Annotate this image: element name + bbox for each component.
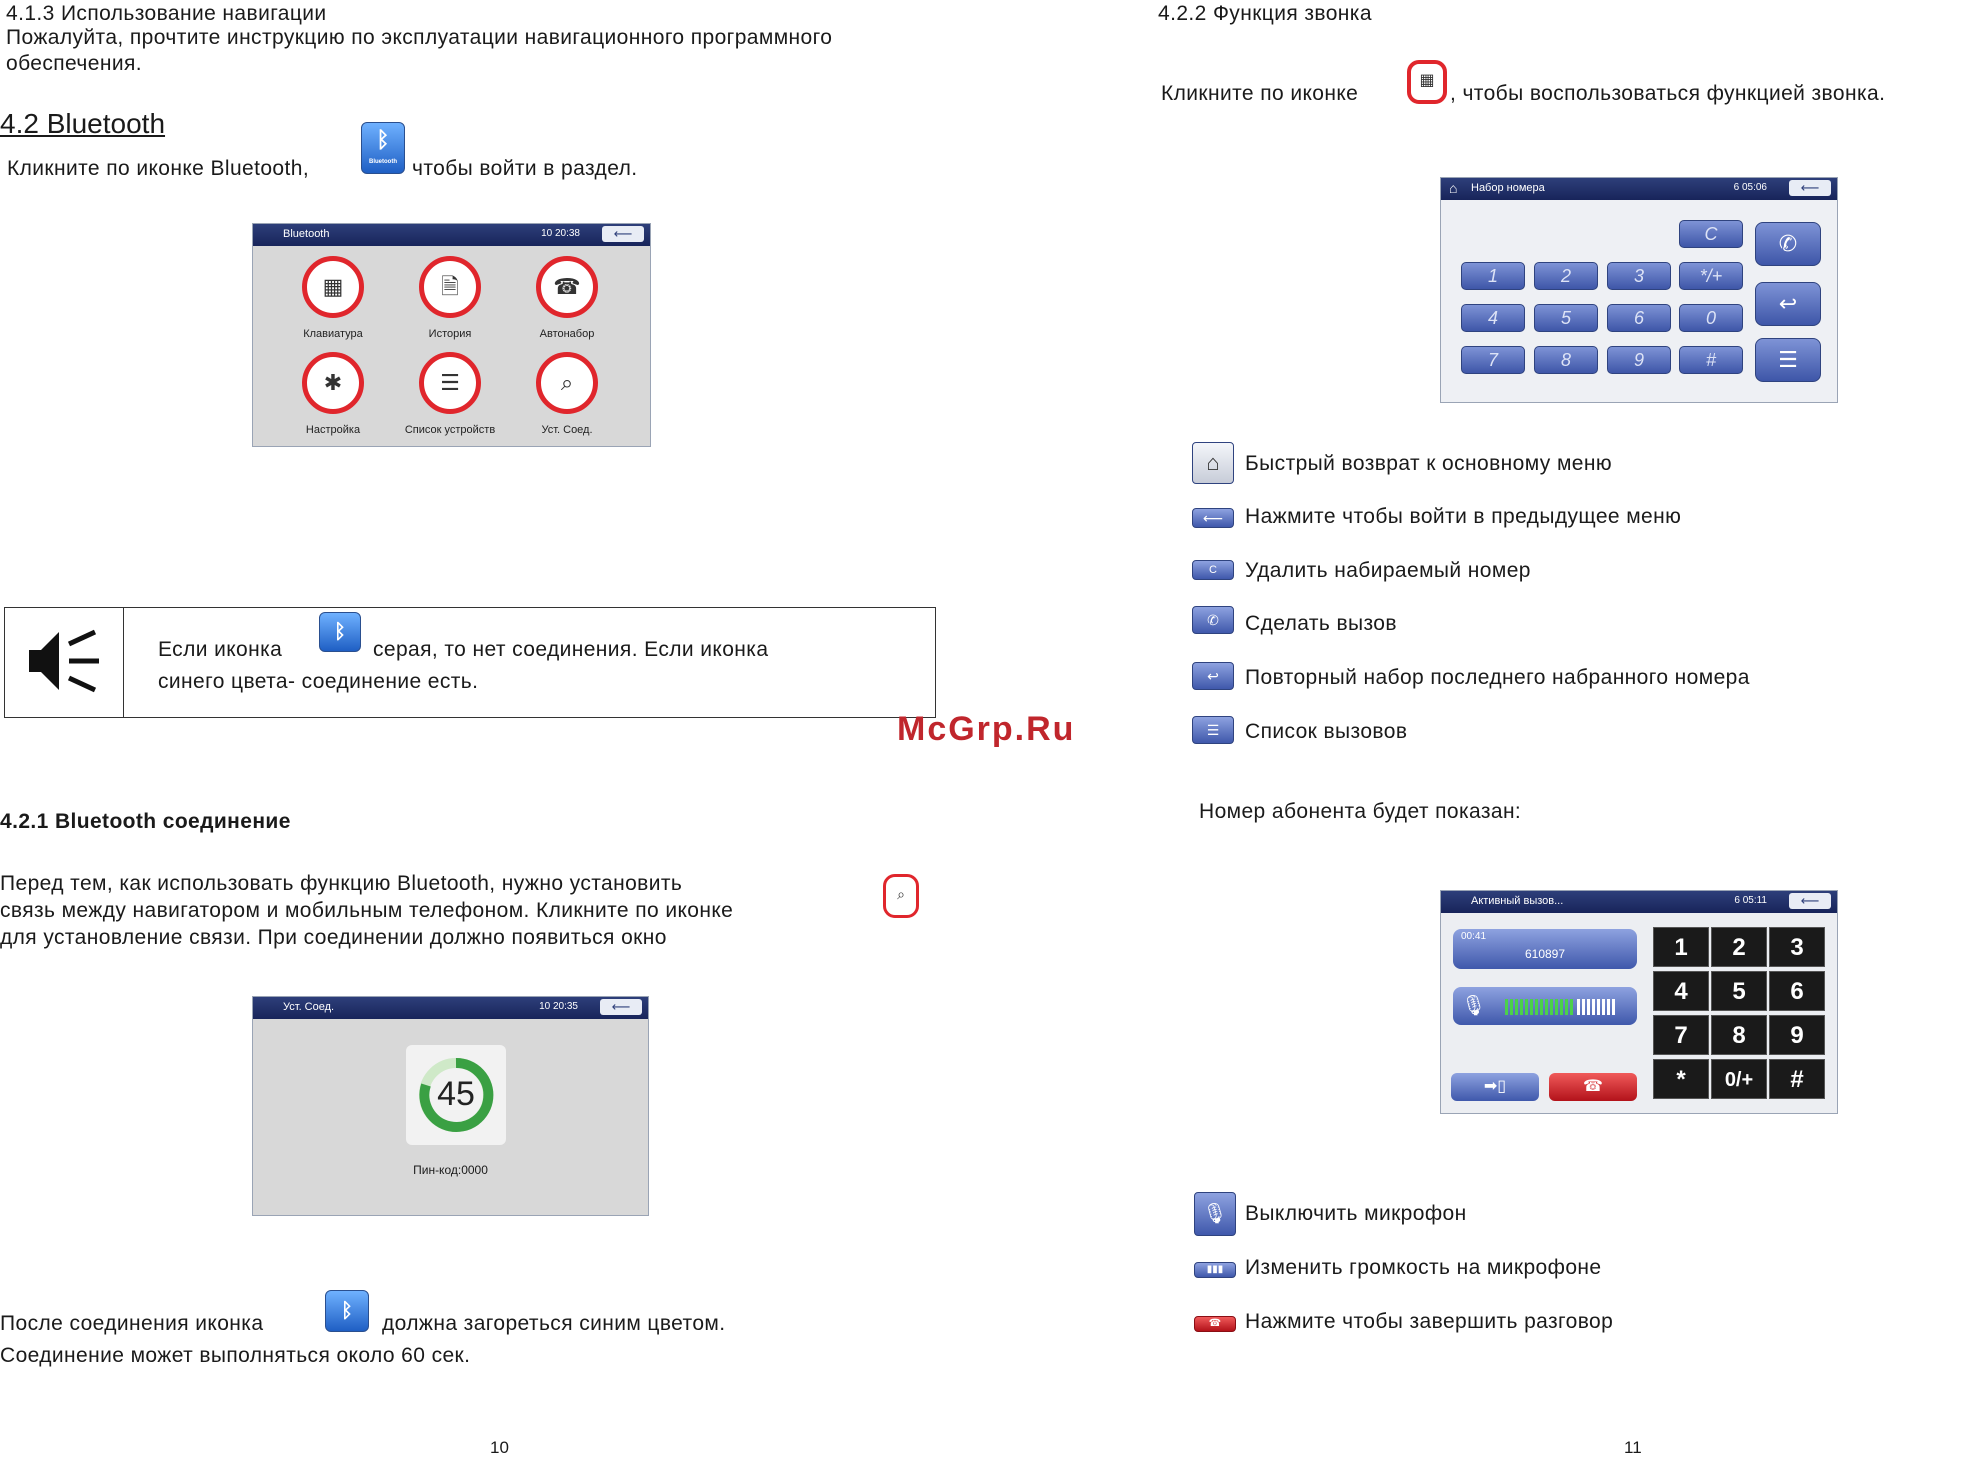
- back-arrow-icon-2: ⟵: [600, 999, 642, 1015]
- after-connect-post: должна загореться синим цветом.: [382, 1312, 726, 1335]
- numpad-7: 7: [1653, 1015, 1709, 1055]
- volume-level-white: [1577, 999, 1617, 1015]
- home-icon: ⌂: [1449, 180, 1458, 196]
- section-413-title: 4.1.3 Использование навигации: [6, 2, 327, 25]
- history-icon: 🗎: [419, 256, 481, 318]
- note-line1-post: серая, то нет соединения. Если иконка: [373, 638, 769, 661]
- key-7: 7: [1461, 346, 1525, 374]
- numpad-4: 4: [1653, 971, 1709, 1011]
- section-421-line1: Перед тем, как использовать функцию Bluetooth, нужно установить: [0, 872, 683, 895]
- numpad-2: 2: [1711, 927, 1767, 967]
- call-timer: 00:41: [1461, 931, 1487, 942]
- clear-legend-icon: C: [1192, 560, 1234, 580]
- key-4: 4: [1461, 304, 1525, 332]
- settings-icon: ✱: [302, 352, 364, 414]
- key-3: 3: [1607, 262, 1671, 290]
- section-421-title: 4.2.1 Bluetooth соединение: [0, 810, 291, 833]
- section-42-title: 4.2 Bluetooth: [0, 108, 166, 139]
- screen2-status: 10 20:35: [539, 1001, 578, 1012]
- bluetooth-connected-icon: ᛒ: [325, 1290, 369, 1332]
- bluetooth-menu-screenshot: [252, 223, 651, 447]
- numpad-3: 3: [1769, 927, 1825, 967]
- home-legend-icon: ⌂: [1192, 442, 1234, 484]
- call-list-legend-icon: ☰: [1192, 716, 1234, 744]
- hang-up-icon: ☎: [1549, 1073, 1637, 1101]
- menu-label-history: История: [428, 328, 472, 340]
- note-line2: синего цвета- соединение есть.: [158, 670, 479, 693]
- screen-title: Bluetooth: [283, 228, 330, 240]
- section-421-line3: для установление связи. При соединении должно появиться окно: [0, 926, 667, 949]
- back-legend-icon: ⟵: [1192, 508, 1234, 528]
- autodial-icon: ☎: [536, 256, 598, 318]
- numpad-9: 9: [1769, 1015, 1825, 1055]
- legend-mic-volume: Изменить громкость на микрофоне: [1245, 1256, 1602, 1279]
- section-413-line1: Пожалуйта, прочтите инструкцию по эксплуатации навигационного программного: [6, 26, 833, 49]
- legend-home: Быстрый возврат к основному меню: [1245, 452, 1613, 475]
- legend-redial: Повторный набор последнего набранного номера: [1245, 666, 1750, 689]
- hang-up-legend-icon: ☎: [1194, 1316, 1236, 1332]
- section-422-title: 4.2.2 Функция звонка: [1158, 2, 1372, 25]
- legend-mute: Выключить микрофон: [1245, 1202, 1467, 1225]
- legend-call: Сделать вызов: [1245, 612, 1397, 635]
- countdown-value: 45: [437, 1075, 475, 1113]
- subscriber-text: Номер абонента будет показан:: [1199, 800, 1522, 823]
- screen4-title: Активный вызов...: [1471, 895, 1564, 907]
- numpad-8: 8: [1711, 1015, 1767, 1055]
- pairing-small-icon: ⌕: [883, 874, 919, 918]
- legend-call-list: Список вызовов: [1245, 720, 1408, 743]
- key-star-plus: */+: [1679, 262, 1743, 290]
- caller-number: 610897: [1524, 947, 1566, 961]
- section-42-text-post: чтобы войти в раздел.: [412, 157, 638, 180]
- countdown-tile: [406, 1045, 506, 1145]
- menu-label-autodial: Автонабор: [539, 328, 595, 340]
- status-bar: [253, 224, 650, 246]
- numpad-5: 5: [1711, 971, 1767, 1011]
- screen3-status: 6 05:06: [1733, 182, 1767, 193]
- redial-legend-icon: ↩: [1192, 662, 1234, 690]
- back-arrow-icon: ⟵: [602, 226, 644, 242]
- numpad-star: *: [1653, 1059, 1709, 1099]
- status-bar-3: [1441, 178, 1837, 200]
- keypad-icon: ▦: [302, 256, 364, 318]
- key-6: 6: [1607, 304, 1671, 332]
- section-42-text-pre: Кликните по иконке Bluetooth,: [7, 157, 310, 180]
- legend-back: Нажмите чтобы войти в предыдущее меню: [1245, 505, 1682, 528]
- status-bar-4: [1441, 891, 1837, 913]
- phone-keypad-icon: ▦: [1407, 60, 1447, 104]
- section-413-line2: обеспечения.: [6, 52, 142, 75]
- active-call-screenshot: [1440, 890, 1838, 1114]
- clear-key: C: [1679, 220, 1743, 248]
- note-box: [4, 607, 936, 718]
- legend-hang-up: Нажмите чтобы завершить разговор: [1245, 1310, 1614, 1333]
- mute-mic-legend-icon: 🎙: [1194, 1192, 1236, 1236]
- numpad-6: 6: [1769, 971, 1825, 1011]
- pairing-icon: ⌕: [536, 352, 598, 414]
- menu-label-keypad: Клавиатура: [303, 328, 363, 340]
- screen4-status: 6 05:11: [1734, 895, 1767, 906]
- key-0: 0: [1679, 304, 1743, 332]
- numpad-0-plus: 0/+: [1711, 1059, 1767, 1099]
- pairing-screenshot: [252, 996, 649, 1216]
- key-2: 2: [1534, 262, 1598, 290]
- dial-screenshot: [1440, 177, 1838, 403]
- section-422-post: , чтобы воспользоваться функцией звонка.: [1450, 82, 1886, 105]
- screen2-title: Уст. Соед.: [283, 1001, 335, 1013]
- key-hash: #: [1679, 346, 1743, 374]
- menu-label-device-list: Список устройств: [404, 424, 496, 436]
- menu-label-pairing: Уст. Соед.: [541, 424, 593, 436]
- key-8: 8: [1534, 346, 1598, 374]
- mic-volume-legend-icon: ▮▮▮: [1194, 1262, 1236, 1278]
- status-text: 10 20:38: [541, 228, 580, 239]
- note-divider: [123, 608, 124, 717]
- microphone-icon: 🎙: [1461, 995, 1487, 1017]
- after-connect-line2: Соединение может выполняться около 60 сек.: [0, 1344, 471, 1367]
- back-arrow-icon-3: ⟵: [1789, 180, 1831, 196]
- pin-code: Пин-код:0000: [413, 1163, 488, 1177]
- volume-level-green: [1505, 999, 1575, 1015]
- numpad-1: 1: [1653, 927, 1709, 967]
- call-list-icon: ☰: [1755, 338, 1821, 382]
- caller-display: [1453, 929, 1637, 969]
- bluetooth-icon: ᛒ Bluetooth: [361, 122, 405, 174]
- screen3-title: Набор номера: [1471, 182, 1545, 194]
- transfer-audio-icon: ➡▯: [1451, 1073, 1539, 1101]
- section-422-pre: Кликните по иконке: [1161, 82, 1359, 105]
- menu-label-settings: Настройка: [305, 424, 361, 436]
- redial-icon: ↩: [1755, 282, 1821, 326]
- page-number-right: 11: [1624, 1438, 1642, 1457]
- legend-clear: Удалить набираемый номер: [1245, 559, 1531, 582]
- speaker-icon: [25, 626, 105, 696]
- bluetooth-status-icon: ᛒ: [319, 612, 361, 652]
- note-line1-pre: Если иконка: [158, 638, 283, 661]
- call-legend-icon: ✆: [1192, 606, 1234, 634]
- key-5: 5: [1534, 304, 1598, 332]
- numpad-hash: #: [1769, 1059, 1825, 1099]
- mic-volume-bar: [1453, 987, 1637, 1025]
- page-number-left: 10: [490, 1438, 509, 1457]
- section-421-line2: связь между навигатором и мобильным телефоном. Кликните по иконке: [0, 899, 734, 922]
- status-bar-2: [253, 997, 648, 1019]
- key-9: 9: [1607, 346, 1671, 374]
- back-arrow-icon-4: ⟵: [1789, 893, 1831, 909]
- device-list-icon: ☰: [419, 352, 481, 414]
- watermark: McGrp.Ru: [897, 710, 1076, 748]
- after-connect-pre: После соединения иконка: [0, 1312, 264, 1335]
- key-1: 1: [1461, 262, 1525, 290]
- call-icon: ✆: [1755, 222, 1821, 266]
